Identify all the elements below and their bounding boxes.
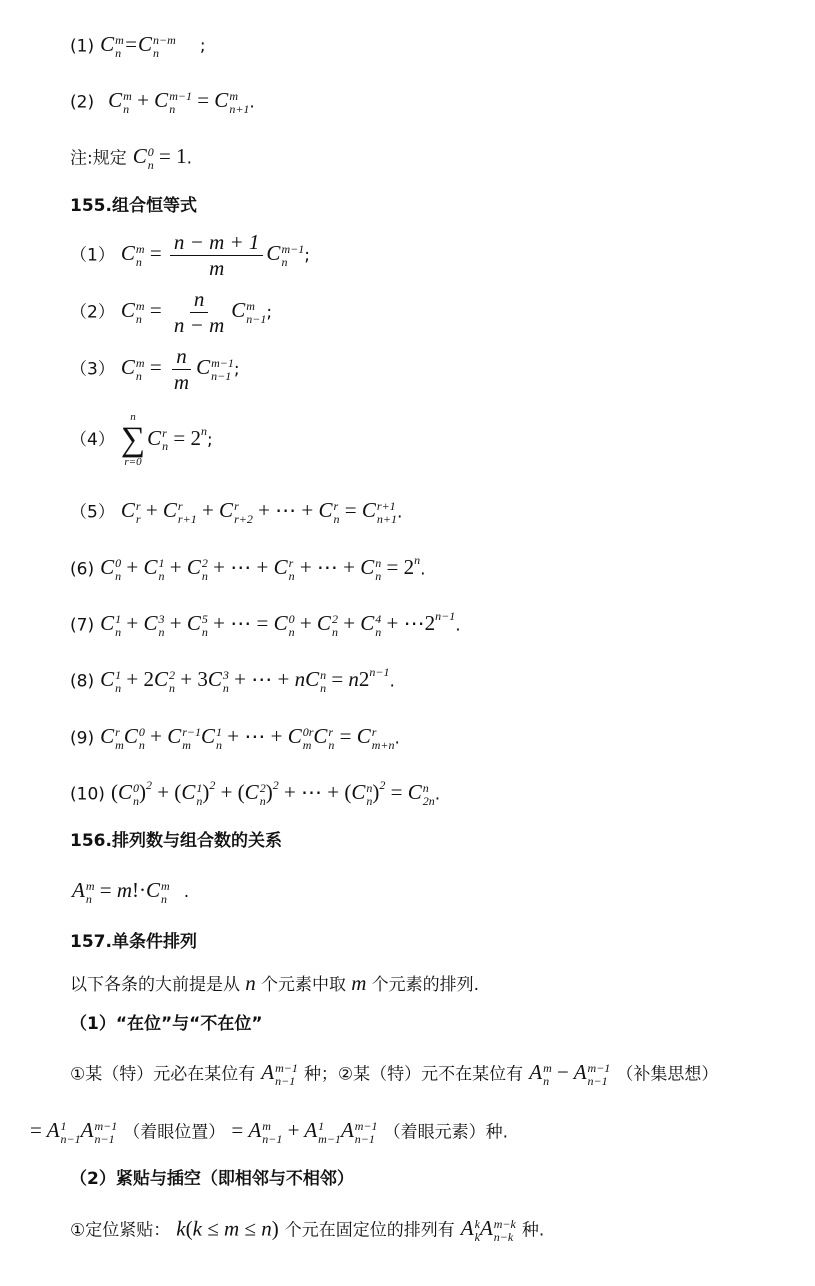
end: ; <box>233 359 240 380</box>
formula: C r r + C r r+1 + C r r+2 + ⋯ + C r n = C r+1 n+1 <box>120 498 398 526</box>
p2-part-a: （着眼位置） <box>123 1122 226 1143</box>
section-155-title: 155.组合恒等式 <box>70 196 197 216</box>
identity-5 <box>70 500 402 525</box>
p1-part-a: ①某（特）元必在某位有 <box>70 1064 256 1085</box>
label: (9) <box>70 728 95 749</box>
p1-part-c: （补集思想） <box>616 1064 719 1085</box>
end: . <box>394 728 400 749</box>
identity-4 <box>70 412 213 468</box>
section-157-title: 157.单条件排列 <box>70 932 197 952</box>
label: （4） <box>70 429 115 450</box>
intro-part-1: 以下各条的大前提是从 <box>70 975 240 995</box>
paragraph-1: ①某（特）元必在某位有 A m−1 n−1 种；②某（特）元不在某位有 A m n − A m−1 n−1 （补集思想） <box>70 1060 719 1088</box>
note-prefix: 注:规定 <box>70 148 127 169</box>
identity-3 <box>70 346 240 393</box>
end: ; <box>266 302 273 323</box>
identity-1 <box>70 232 310 279</box>
end: . <box>455 615 461 636</box>
intro-part-2: 个元素中取 <box>261 975 346 995</box>
formula: C m n + C m−1 n = C m n+1 <box>108 88 250 116</box>
end: . <box>397 502 403 523</box>
label: (7) <box>70 615 95 636</box>
formula: n ∑ r=0 C r n = $2^n$ <box>120 411 207 468</box>
end: . <box>249 92 255 113</box>
formula: (C 0 n )$^2$ + (C 1 n )$^2$ + (C 2 n )$^2$ + ⋯ + (C n n )$^2$ = C n 2n <box>110 778 435 808</box>
formula: C r m C 0 n + C r−1 m C 1 n + ⋯ + C 0r m C r n = C r m+n <box>100 724 395 752</box>
intro-part-3: 个元素的排列. <box>371 975 480 995</box>
label: (1) <box>70 36 95 57</box>
paragraph-1-cont: = A 1 n−1 A m−1 n−1 （着眼位置） = A m n−1 + A 1 m−1 A m−1 n−1 （着眼元素）种. <box>30 1118 508 1146</box>
label: （1） <box>70 245 115 266</box>
label: (10) <box>70 784 105 805</box>
identity-7 <box>70 609 461 639</box>
end: ; <box>206 429 213 450</box>
identity-10 <box>70 778 441 808</box>
end: ; <box>304 245 310 266</box>
formula: C m n =C n−m n <box>100 32 176 60</box>
label: (8) <box>70 671 95 692</box>
formula: C 1 n + C 3 n + C 5 n + ⋯ = C 0 n + C 2 n + C 4 n + $\cdots 2^{n-1}$ <box>100 609 456 639</box>
subsection-2: （2）紧贴与插空（即相邻与不相邻） <box>70 1169 354 1189</box>
relation-formula: A m n = m!·C m n . <box>72 878 190 906</box>
formula: C m n = $\frac{n}{n - m}$ C m n−1 <box>120 287 267 337</box>
label: (6) <box>70 559 95 580</box>
property-2 <box>70 90 255 115</box>
formula: C m n = $\frac{n - m + 1}{m}$ C m−1 n <box>120 230 305 280</box>
end: . <box>186 148 193 169</box>
property-1 <box>70 34 206 59</box>
formula: C 1 n + 2C 2 n + 3C 3 n + ⋯ + nC n n = $n2^{n-1}$ <box>100 665 390 695</box>
section-156-title: 156.排列数与组合数的关系 <box>70 831 282 851</box>
end: . <box>434 784 441 805</box>
label: （2） <box>70 302 115 323</box>
identity-8 <box>70 665 395 695</box>
end: ; <box>199 36 206 57</box>
sigma-icon: n ∑ r=0 <box>120 411 146 468</box>
intro-line: 以下各条的大前提是从 n 个元素中取 m 个元素的排列. <box>70 971 480 995</box>
identity-9 <box>70 726 400 751</box>
formula: C m n = $\frac{n}{m}$ C m−1 n−1 <box>120 344 234 394</box>
note-line <box>70 146 192 171</box>
label: （5） <box>70 502 115 523</box>
p3-part-c: 种. <box>521 1220 545 1241</box>
end: . <box>420 559 426 580</box>
identity-6 <box>70 553 426 583</box>
subsection-1: （1）“在位”与“不在位” <box>70 1014 263 1034</box>
label: (2) <box>70 92 95 113</box>
label: （3） <box>70 359 115 380</box>
identity-2 <box>70 289 272 336</box>
p3-part-b: 个元在固定位的排列有 <box>284 1220 455 1241</box>
paragraph-3: ①定位紧贴： k(k ≤ m ≤ n) 个元在固定位的排列有 A k k A m−k n−k 种. <box>70 1216 545 1244</box>
p1-part-b: 种；②某（特）元不在某位有 <box>303 1064 524 1085</box>
p3-part-a: ①定位紧贴： <box>70 1220 171 1241</box>
end: . <box>389 671 395 692</box>
formula: C 0 n = 1 <box>132 144 187 172</box>
formula: C 0 n + C 1 n + C 2 n + ⋯ + C r n + ⋯ + C n n = $2^n$ <box>100 553 421 583</box>
p2-part-b: （着眼元素）种. <box>383 1122 508 1143</box>
